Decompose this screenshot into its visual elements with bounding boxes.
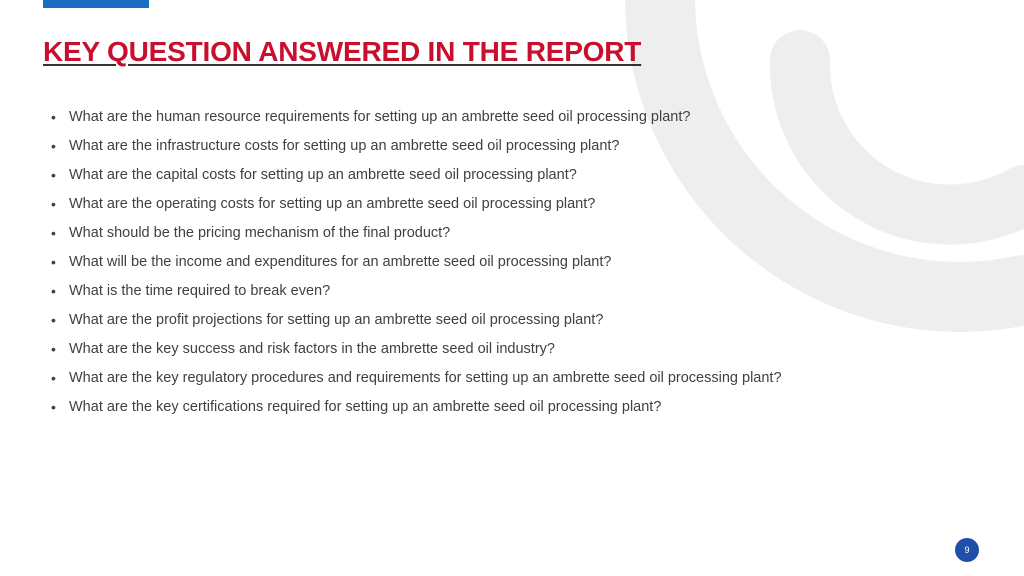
bullet-dot-icon: • xyxy=(51,109,56,125)
list-item xyxy=(51,220,782,249)
page-number-badge: 9 xyxy=(955,538,979,562)
list-item-text: What should be the pricing mechanism of the final product? xyxy=(69,225,451,241)
list-item-text: What are the key regulatory procedures and requirements for setting up an ambrette seed oil processing plant? xyxy=(69,370,782,386)
list-item-text: What are the key success and risk factors in the ambrette seed oil industry? xyxy=(69,341,555,357)
bullet-dot-icon: • xyxy=(51,196,56,212)
bullet-dot-icon: • xyxy=(51,341,56,357)
list-item-text: What are the infrastructure costs for setting up an ambrette seed oil processing plant? xyxy=(69,138,620,154)
question-list xyxy=(51,104,782,423)
list-item xyxy=(51,104,782,133)
list-item xyxy=(51,336,782,365)
list-item-text: What are the capital costs for setting up an ambrette seed oil processing plant? xyxy=(69,167,577,183)
list-item xyxy=(51,162,782,191)
bullet-dot-icon: • xyxy=(51,312,56,328)
top-accent-bar xyxy=(43,0,149,8)
list-item xyxy=(51,394,782,423)
list-item-text: What are the key certifications required for setting up an ambrette seed oil processing plant? xyxy=(69,399,662,415)
list-item xyxy=(51,133,782,162)
bullet-dot-icon: • xyxy=(51,167,56,183)
slide-title: KEY QUESTION ANSWERED IN THE REPORT xyxy=(43,36,642,67)
inner-arc xyxy=(800,60,1024,215)
bullet-dot-icon: • xyxy=(51,254,56,270)
list-item xyxy=(51,278,782,307)
list-item-text: What is the time required to break even? xyxy=(69,283,331,299)
list-item xyxy=(51,249,782,278)
list-item xyxy=(51,307,782,336)
list-item-text: What will be the income and expenditures for an ambrette seed oil processing plant? xyxy=(69,254,612,270)
bullet-dot-icon: • xyxy=(51,370,56,386)
bullet-dot-icon: • xyxy=(51,138,56,154)
bullet-dot-icon: • xyxy=(51,283,56,299)
list-item-text: What are the operating costs for setting up an ambrette seed oil processing plant? xyxy=(69,196,596,212)
list-item xyxy=(51,191,782,220)
list-item-text: What are the profit projections for setting up an ambrette seed oil processing plant? xyxy=(69,312,604,328)
bullet-dot-icon: • xyxy=(51,399,56,415)
list-item xyxy=(51,365,782,394)
list-item-text: What are the human resource requirements for setting up an ambrette seed oil processing plant? xyxy=(69,109,691,125)
bullet-dot-icon: • xyxy=(51,225,56,241)
